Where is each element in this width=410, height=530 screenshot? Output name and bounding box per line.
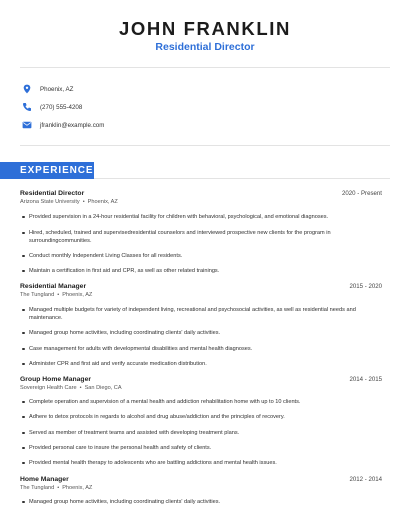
phone-icon xyxy=(22,102,32,112)
bullet-dot xyxy=(22,363,25,366)
job-company: The Tungland xyxy=(20,291,55,298)
job-dates: 2014 - 2015 xyxy=(349,376,382,383)
job-dates: 2020 - Present xyxy=(342,190,382,197)
bullet-text: Managed multiple budgets for variety of independent living, recreational and psychosocial activities, as well as residential needs and maintenance. xyxy=(29,307,356,322)
job-company: Arizona State University xyxy=(20,198,80,205)
job-company-line xyxy=(20,385,122,391)
company-location-separator: • xyxy=(57,484,60,491)
email-icon xyxy=(22,120,32,130)
bullet-dot xyxy=(22,348,25,351)
bullet-text: Complete operation and supervision of a mental health and addiction rehabilitation home with up to 10 clients. xyxy=(29,399,301,405)
job-title: Group Home Manager xyxy=(20,376,91,383)
job-company: The Tungland xyxy=(20,484,55,491)
experience-heading: EXPERIENCE xyxy=(20,165,94,176)
job-location: Phoenix, AZ xyxy=(62,484,93,491)
bullet-dot xyxy=(22,216,25,219)
contact-phone xyxy=(22,101,82,113)
location-text: Phoenix, AZ xyxy=(40,85,74,93)
bullet-dot xyxy=(22,255,25,258)
contact-email xyxy=(22,119,104,131)
bullet-text: Provided mental health therapy to adolescents who are battling addictions and mental health issues. xyxy=(29,460,277,466)
phone-text: (270) 555-4208 xyxy=(40,103,83,111)
contact-location xyxy=(22,83,73,95)
job-title-heading: Residential Director xyxy=(155,41,255,53)
job-company: Sovereign Health Care xyxy=(20,384,77,391)
bullet-text: Case management for adults with developmental disabilities and mental health diagnoses. xyxy=(29,346,253,352)
job-location: Phoenix, AZ xyxy=(62,291,93,298)
bullet-dot xyxy=(22,232,25,235)
contact-divider xyxy=(20,145,390,146)
bullet-text: Managed group home activities, including coordinating clients' daily activities. xyxy=(29,330,221,336)
job-title: Residential Director xyxy=(20,190,85,197)
bullet-text: Administer CPR and first aid and verify accurate medication distribution. xyxy=(29,361,207,367)
email-link[interactable]: jfranklin@example.com xyxy=(40,121,105,129)
company-location-separator: • xyxy=(57,291,60,298)
job-title: Home Manager xyxy=(20,476,69,483)
location-pin-icon xyxy=(22,84,32,94)
job-location: Phoenix, AZ xyxy=(87,198,118,205)
section-heading-rule xyxy=(94,178,390,179)
job-dates: 2015 - 2020 xyxy=(349,283,382,290)
job-company-line xyxy=(20,199,118,205)
company-location-separator: • xyxy=(82,198,85,205)
bullet-text: Managed group home activities, including coordinating clients' daily activities. xyxy=(29,499,221,505)
bullet-dot xyxy=(22,416,25,419)
bullet-dot xyxy=(22,332,25,335)
bullet-dot xyxy=(22,270,25,273)
job-company-line xyxy=(20,485,92,491)
bullet-dot xyxy=(22,462,25,465)
bullet-dot xyxy=(22,401,25,404)
bullet-dot xyxy=(22,447,25,450)
bullet-text: Provided supervision in a 24-hour residential facility for children with behavioral, psychological, and emotional diagnoses. xyxy=(29,214,329,220)
bullet-dot xyxy=(22,432,25,435)
header-divider xyxy=(20,67,390,68)
bullet-text: Provided personal care to insure the personal health and safety of clients. xyxy=(29,445,212,451)
bullet-text: Hired, scheduled, trained and supervisedresidential counselors and interviewed prospective new clients for the program in surroundingcommunities. xyxy=(29,230,331,245)
bullet-text: Conduct monthly Independent Living Classes for all residents. xyxy=(29,253,183,259)
job-title: Residential Manager xyxy=(20,283,87,290)
bullet-dot xyxy=(22,309,25,312)
bullet-text: Adhere to detox protocols in regards to alcohol and drug abuse/addiction and the principles of recovery. xyxy=(29,414,285,420)
job-company-line xyxy=(20,292,92,298)
bullet-text: Maintain a certification in first aid and CPR, as well as other related trainings. xyxy=(29,268,220,274)
job-location: San Diego, CA xyxy=(84,384,122,391)
bullet-text: Served as member of treatment teams and assisted with developing treatment plans. xyxy=(29,430,240,436)
company-location-separator: • xyxy=(79,384,82,391)
bullet-dot xyxy=(22,501,25,504)
job-dates: 2012 - 2014 xyxy=(349,476,382,483)
name-heading: JOHN FRANKLIN xyxy=(119,18,291,39)
